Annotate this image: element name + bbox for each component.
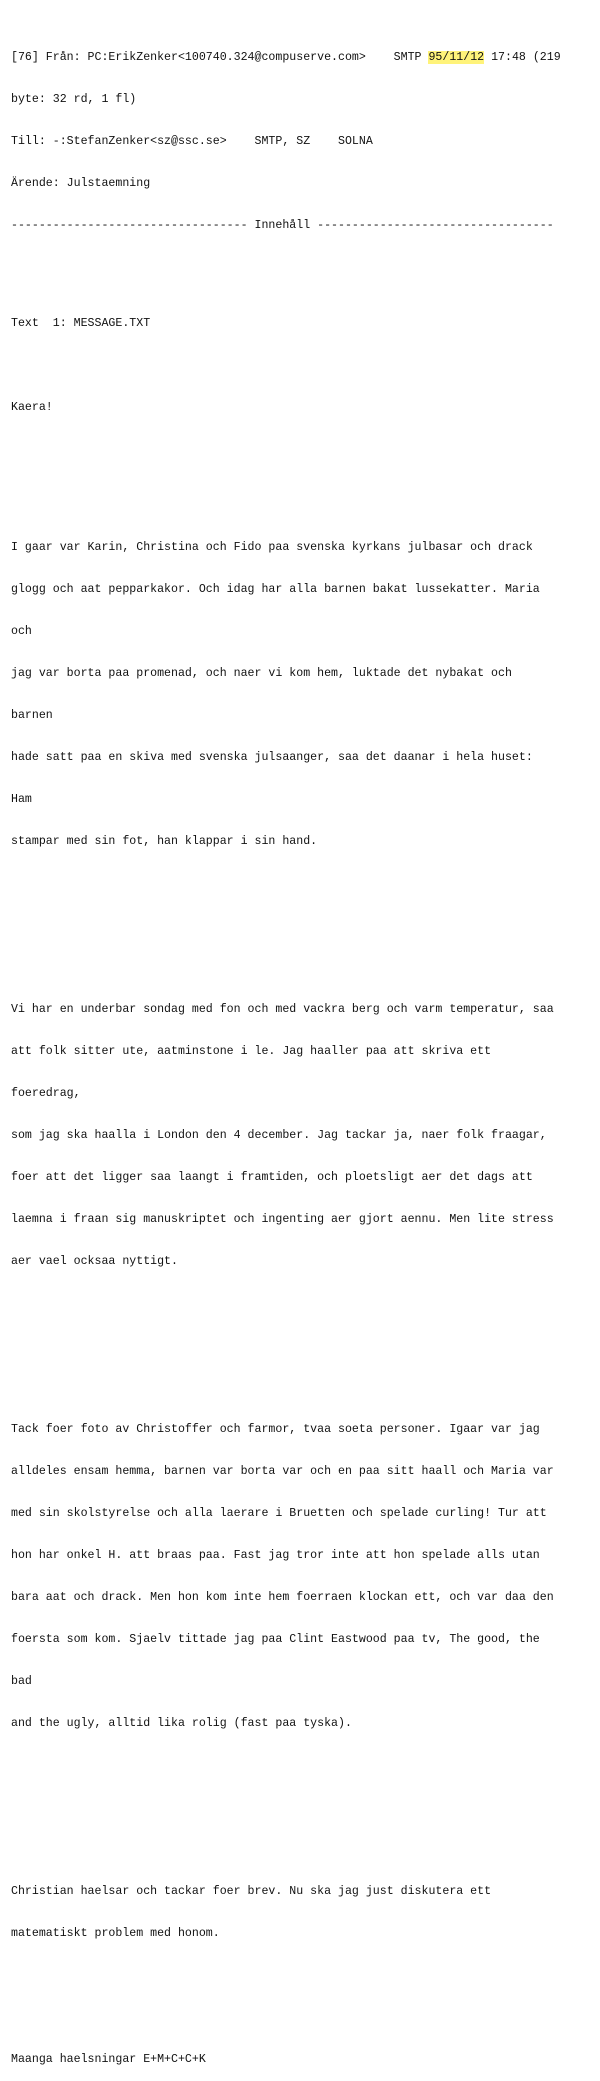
body-line: foeredrag, xyxy=(11,1087,81,1100)
body-line: bad xyxy=(11,1675,32,1688)
content-separator: ---------------------------------- Innehåll ---------------------------------- xyxy=(11,219,554,232)
body-line: foersta som kom. Sjaelv tittade jag paa Clint Eastwood paa tv, The good, the xyxy=(11,1633,540,1646)
paragraph-4 xyxy=(11,1857,600,1969)
body-line: och xyxy=(11,625,32,638)
body-line: hade satt paa en skiva med svenska julsaanger, saa det daanar i hela huset: xyxy=(11,751,533,764)
body-line: stampar med sin fot, han klappar i sin hand. xyxy=(11,835,318,848)
body-line: foer att det ligger saa laangt i framtiden, och ploetsligt aer det dags att xyxy=(11,1171,533,1184)
body-line: glogg och aat pepparkakor. Och idag har alla barnen bakat lussekatter. Maria xyxy=(11,583,540,596)
body-line: aer vael ocksaa nyttigt. xyxy=(11,1255,178,1268)
body-line: and the ugly, alltid lika rolig (fast paa tyska). xyxy=(11,1717,352,1730)
body-line: att folk sitter ute, aatminstone i le. Jag haaller paa att skriva ett xyxy=(11,1045,492,1058)
body-line: som jag ska haalla i London den 4 december. Jag tackar ja, naer folk fraagar, xyxy=(11,1129,547,1142)
attachment-line: Text 1: MESSAGE.TXT xyxy=(11,317,151,330)
paragraph-1 xyxy=(11,513,600,877)
paragraph-3 xyxy=(11,1395,600,1759)
header-from: [76] Från: PC:ErikZenker<100740.324@compuserve.com> SMTP xyxy=(11,51,429,64)
body-line: Tack foer foto av Christoffer och farmor, tvaa soeta personer. Igaar var jag xyxy=(11,1423,540,1436)
body-line: laemna i fraan sig manuskriptet och ingenting aer gjort aennu. Men lite stress xyxy=(11,1213,554,1226)
header-from-line xyxy=(11,51,600,65)
header-subject-line: Ärende: Julstaemning xyxy=(11,177,151,190)
body-line: barnen xyxy=(11,709,53,722)
body-line: matematiskt problem med honom. xyxy=(11,1927,220,1940)
greeting: Kaera! xyxy=(11,401,53,414)
email-printout xyxy=(11,9,600,2081)
paragraph-2 xyxy=(11,975,600,1297)
body-line: alldeles ensam hemma, barnen var borta var och en paa sitt haall och Maria var xyxy=(11,1465,554,1478)
body-line: Vi har en underbar sondag med fon och med vackra berg och varm temperatur, saa xyxy=(11,1003,554,1016)
body-line: bara aat och drack. Men hon kom inte hem foerraen klockan ett, och var daa den xyxy=(11,1591,554,1604)
body-line: med sin skolstyrelse och alla laerare i Bruetten och spelade curling! Tur att xyxy=(11,1507,547,1520)
body-line: I gaar var Karin, Christina och Fido paa svenska kyrkans julbasar och drack xyxy=(11,541,533,554)
signoff: Maanga haelsningar E+M+C+C+K xyxy=(11,2053,206,2066)
header-time-size: 17:48 (219 xyxy=(484,51,561,64)
body-line: Christian haelsar och tackar foer brev. Nu ska jag just diskutera ett xyxy=(11,1885,492,1898)
body-line: hon har onkel H. att braas paa. Fast jag tror inte att hon spelade alls utan xyxy=(11,1549,540,1562)
body-line: Ham xyxy=(11,793,32,806)
body-line: jag var borta paa promenad, och naer vi kom hem, luktade det nybakat och xyxy=(11,667,512,680)
header-size-line: byte: 32 rd, 1 fl) xyxy=(11,93,137,106)
header-date-highlight: 95/11/12 xyxy=(428,51,485,64)
header-to-line: Till: -:StefanZenker<sz@ssc.se> SMTP, SZ SOLNA xyxy=(11,135,373,148)
